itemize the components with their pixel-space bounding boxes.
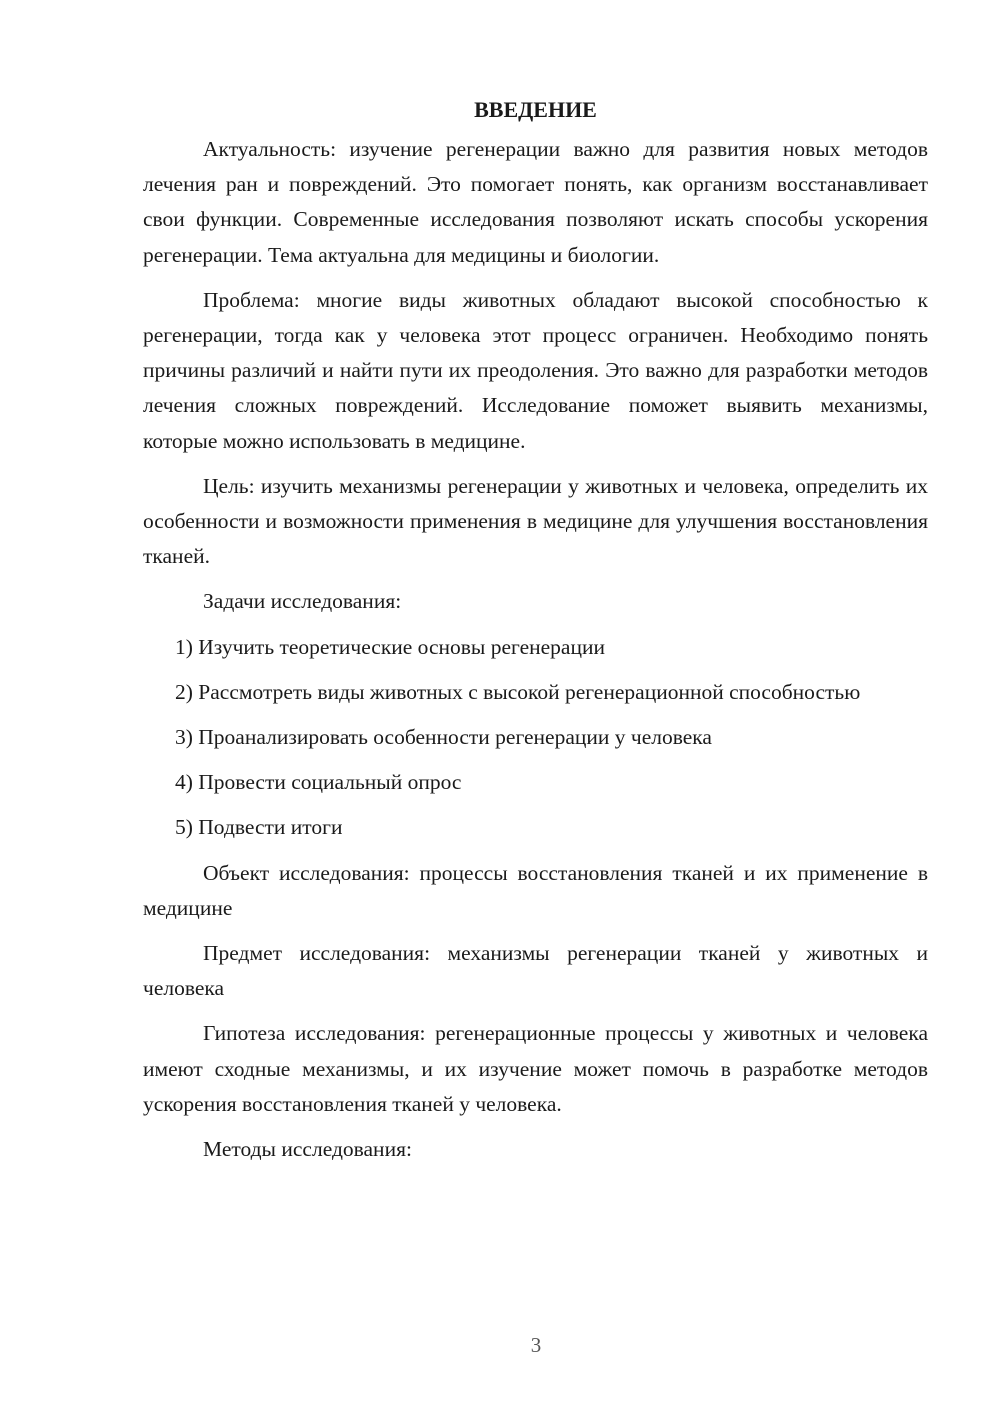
- task-item: 4) Провести социальный опрос: [175, 770, 462, 795]
- task-item: 1) Изучить теоретические основы регенерации: [175, 634, 605, 659]
- goal-paragraph: Цель: изучить механизмы регенерации у животных и человека, определить их особенности и возможности применения в медицине для улучшения восстановления тканей.: [143, 473, 928, 569]
- task-item: 3) Проанализировать особенности регенерации у человека: [175, 725, 712, 750]
- object-paragraph: Объект исследования: процессы восстановления тканей и их применение в медицине: [143, 860, 928, 920]
- section-heading: ВВЕДЕНИЕ: [474, 97, 597, 122]
- hypothesis-paragraph: Гипотеза исследования: регенерационные процессы у животных и человека имеют сходные механизмы, и их изучение может помочь в разработке методов ускорения восстановления тканей у человека.: [143, 1021, 928, 1116]
- task-item: 5) Подвести итоги: [175, 815, 343, 840]
- tasks-title: Задачи исследования:: [203, 589, 402, 614]
- relevance-paragraph: Актуальность: изучение регенерации важно для развития новых методов лечения ран и повреждений. Это помогает понять, как организм восстанавливает свои функции. Современные исследования позволяют искать способы ускорения регенерации. Тема актуальна для медицины и биологии.: [143, 137, 928, 267]
- document-page: [143, 92, 928, 1177]
- page-number: 3: [530, 1333, 542, 1357]
- problem-paragraph: Проблема: многие виды животных обладают высокой способностью к регенерации, тогда как у человека этот процесс ограничен. Необходимо понять причины различий и найти пути их преодоления. Это важно для разработки методов лечения сложных повреждений. Исследование поможет выявить механизмы, которые можно использовать в медицине.: [143, 287, 928, 453]
- task-item: 2) Рассмотреть виды животных с высокой регенерационной способностью: [175, 679, 861, 704]
- methods-title: Методы исследования:: [203, 1137, 412, 1162]
- subject-paragraph: Предмет исследования: механизмы регенерации тканей у животных и человека: [143, 941, 928, 1001]
